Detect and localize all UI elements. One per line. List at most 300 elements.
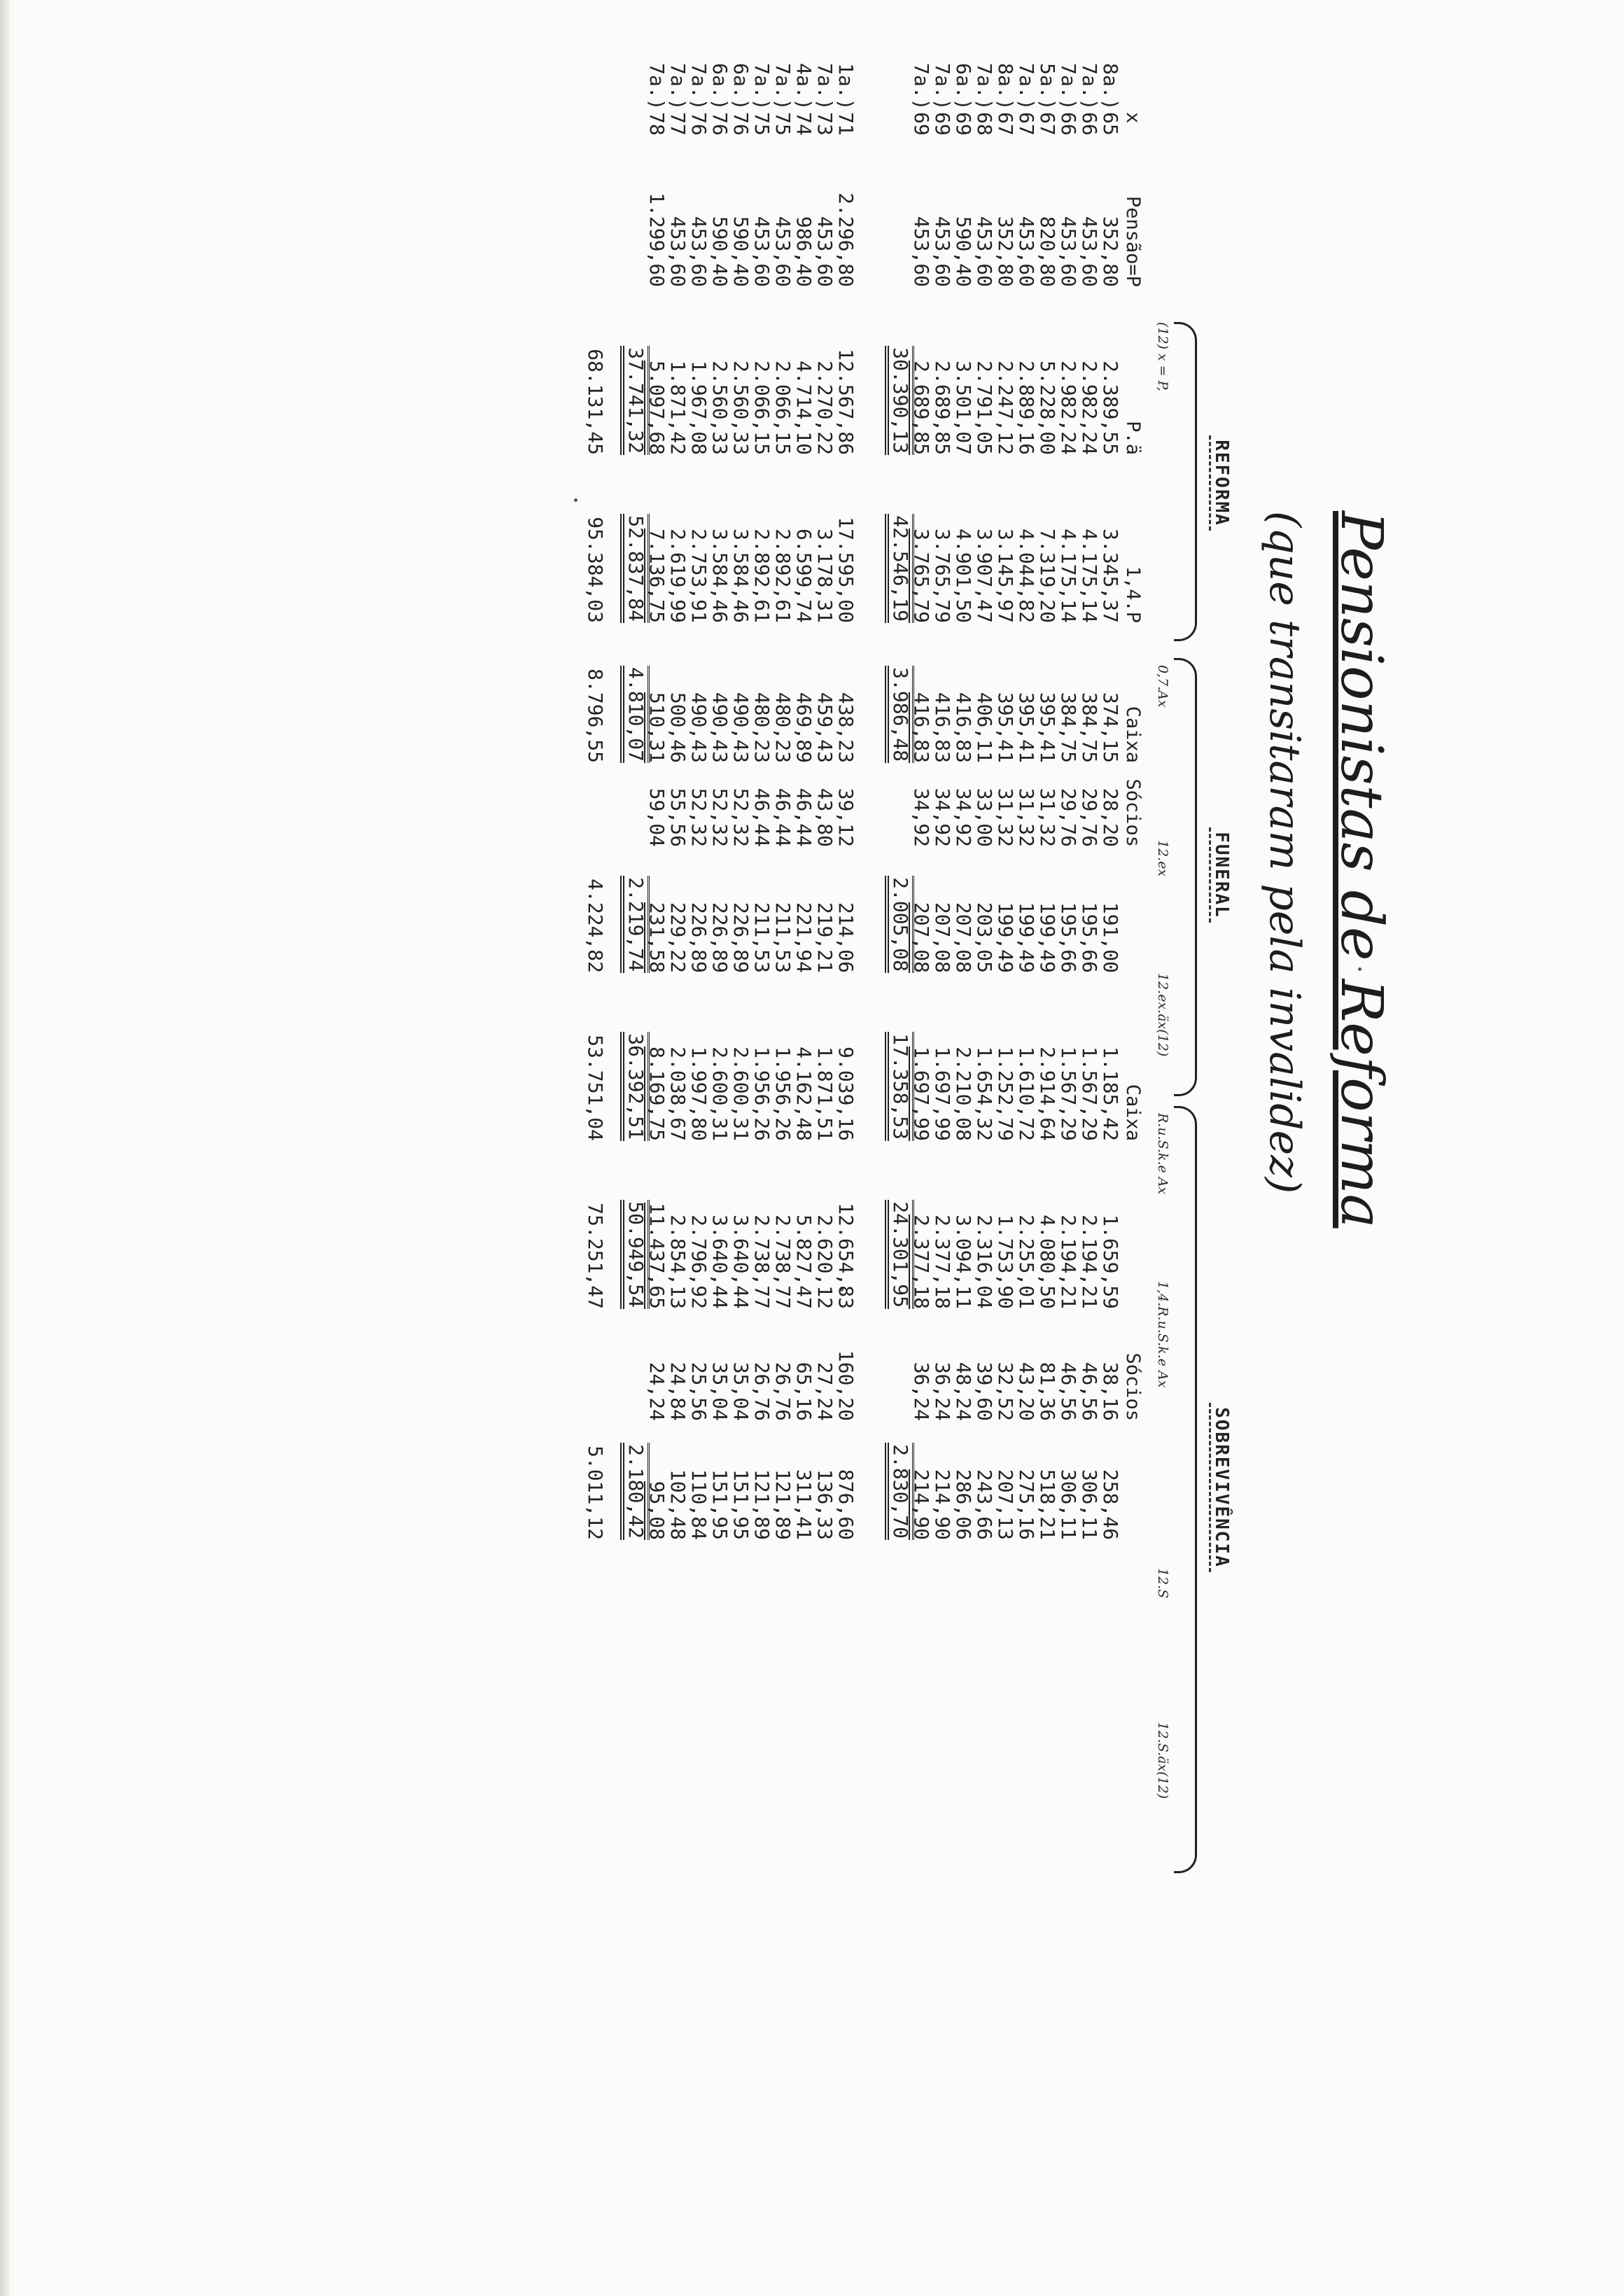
table-cell bbox=[814, 847, 835, 973]
table-cell bbox=[1100, 1309, 1121, 1421]
cell-pensao: 453,60 bbox=[666, 216, 690, 287]
cell-pensao: 453,60 bbox=[750, 216, 774, 287]
table-cell bbox=[1079, 154, 1100, 287]
table-cell bbox=[709, 1421, 730, 1540]
table-cell bbox=[995, 847, 1016, 973]
cell-fun-soc-a: 43,80 bbox=[813, 788, 836, 847]
table-row bbox=[932, 63, 953, 1540]
cell-ref-b: 3.145,97 bbox=[994, 528, 1017, 623]
table-cell bbox=[1037, 112, 1058, 154]
table-cell bbox=[1100, 154, 1121, 287]
table-cell bbox=[730, 112, 751, 154]
total-fun-soc-b: 2.219,74 bbox=[620, 876, 650, 973]
header-funeral-caixa: Caixa bbox=[1122, 706, 1144, 763]
cell-sob-soc-b: 151,95 bbox=[729, 1469, 752, 1540]
table-cell bbox=[584, 1421, 625, 1540]
formula-note: (12) x = P, bbox=[1155, 322, 1170, 391]
table-cell bbox=[932, 287, 953, 455]
table-cell bbox=[835, 63, 856, 112]
cell-sob-soc-b: 243,66 bbox=[973, 1469, 996, 1540]
total-sob-caixa-a: 36.392,51 bbox=[620, 1032, 650, 1141]
table-cell bbox=[667, 287, 688, 455]
table-cell bbox=[1100, 63, 1121, 112]
table-row bbox=[1100, 63, 1121, 1540]
cell-grp: 8a.) bbox=[1099, 63, 1122, 111]
table-cell bbox=[1016, 847, 1037, 973]
formula-note: 1,4.R.u.S.k.e Ax bbox=[1155, 1281, 1170, 1388]
table-cell bbox=[625, 973, 646, 1141]
cell-pensao: 453,60 bbox=[771, 216, 794, 287]
cell-fun-caixa: 416,83 bbox=[931, 692, 954, 763]
table-cell bbox=[667, 1309, 688, 1421]
cell-sob-caixa-b: 2.738,77 bbox=[750, 1214, 774, 1309]
table-cell bbox=[1016, 287, 1037, 455]
cell-fun-soc-a: 34,92 bbox=[952, 788, 975, 847]
table-cell bbox=[1079, 1421, 1100, 1540]
table-cell bbox=[709, 1141, 730, 1309]
table-cell bbox=[688, 763, 709, 847]
cell-grp: 7a.) bbox=[645, 63, 668, 111]
table-cell bbox=[974, 973, 995, 1141]
cell-fun-soc-a: 29,76 bbox=[1078, 788, 1101, 847]
section-brace bbox=[1174, 322, 1197, 641]
cell-ref-b: 7.136,75 bbox=[645, 528, 668, 623]
table-cell bbox=[793, 623, 814, 763]
formula-note: 12.S.äx(12) bbox=[1155, 1722, 1170, 1799]
cell-grp: 7a.) bbox=[910, 63, 933, 111]
table-cell bbox=[1016, 1141, 1037, 1309]
cell-fun-soc-b: 211,53 bbox=[750, 902, 774, 973]
cell-sob-caixa-b: 1.753,90 bbox=[994, 1214, 1017, 1309]
cell-pensao: 352,80 bbox=[994, 216, 1017, 287]
cell-ref-a: 2.982,24 bbox=[1057, 360, 1080, 455]
cell-x: 69 bbox=[952, 112, 975, 136]
cell-ref-a: 2.066,15 bbox=[771, 360, 794, 455]
cell-fun-soc-b: 199,49 bbox=[994, 902, 1017, 973]
table-cell bbox=[1037, 1309, 1058, 1421]
cell-sob-soc-b: 121,89 bbox=[771, 1469, 794, 1540]
total-ref-a: 68.131,45 bbox=[584, 349, 607, 455]
table-cell bbox=[688, 847, 709, 973]
cell-x: 69 bbox=[931, 112, 954, 136]
cell-ref-b: 7.319,20 bbox=[1036, 528, 1059, 623]
table-cell bbox=[814, 287, 835, 455]
table-cell bbox=[835, 763, 856, 847]
cell-ref-a: 2.270,22 bbox=[813, 360, 836, 455]
total-sob-caixa-b: 50.949,54 bbox=[620, 1200, 650, 1309]
table-cell bbox=[772, 763, 793, 847]
cell-ref-b: 2.619,99 bbox=[666, 528, 690, 623]
table-cell bbox=[730, 154, 751, 287]
table-cell bbox=[932, 623, 953, 763]
cell-ref-b: 4.901,50 bbox=[952, 528, 975, 623]
table-cell bbox=[625, 1421, 646, 1540]
table-cell bbox=[730, 63, 751, 112]
table-cell bbox=[688, 287, 709, 455]
table-cell bbox=[890, 1309, 911, 1421]
table-cell bbox=[688, 455, 709, 623]
cell-fun-caixa: 480,23 bbox=[750, 692, 774, 763]
table-cell bbox=[974, 112, 995, 154]
table-cell bbox=[974, 623, 995, 763]
cell-fun-caixa: 500,46 bbox=[666, 692, 690, 763]
table-cell bbox=[995, 455, 1016, 623]
cell-sob-soc-a: 27,24 bbox=[813, 1362, 836, 1421]
cell-sob-soc-b: 95,08 bbox=[645, 1480, 668, 1540]
table-cell bbox=[974, 847, 995, 973]
cell-sob-soc-a: 160,20 bbox=[834, 1350, 858, 1421]
cell-ref-b: 3.907,47 bbox=[973, 528, 996, 623]
table-cell bbox=[932, 1141, 953, 1309]
cell-sob-soc-b: 275,16 bbox=[1015, 1469, 1038, 1540]
total-ref-a: 37.741,32 bbox=[620, 346, 650, 455]
table-cell bbox=[688, 63, 709, 112]
header-reforma-b: 1,4.P bbox=[1122, 566, 1144, 623]
table-cell bbox=[1016, 763, 1037, 847]
table-cell bbox=[1058, 847, 1079, 973]
section-funeral: FUNERAL bbox=[1211, 651, 1232, 1099]
table-cell bbox=[772, 623, 793, 763]
table-cell bbox=[1058, 1141, 1079, 1309]
table-cell bbox=[793, 287, 814, 455]
table-cell bbox=[667, 623, 688, 763]
table-row bbox=[667, 63, 688, 1540]
cell-fun-soc-b: 219,21 bbox=[813, 902, 836, 973]
total-fun-soc-b: 2.005,08 bbox=[885, 876, 914, 973]
table-cell bbox=[1037, 973, 1058, 1141]
table-cell bbox=[751, 973, 772, 1141]
cell-ref-a: 2.689,85 bbox=[910, 360, 933, 455]
table-cell bbox=[584, 847, 625, 973]
table-cell bbox=[772, 287, 793, 455]
total-sob-caixa-b: 24.301,95 bbox=[885, 1200, 914, 1309]
cell-ref-a: 3.501,07 bbox=[952, 360, 975, 455]
cell-sob-soc-b: 258,46 bbox=[1099, 1469, 1122, 1540]
cell-sob-caixa-b: 5.827,47 bbox=[792, 1214, 816, 1309]
cell-sob-soc-b: 286,06 bbox=[952, 1469, 975, 1540]
cell-fun-caixa: 480,23 bbox=[771, 692, 794, 763]
table-cell bbox=[751, 287, 772, 455]
total-sob-caixa-a: 53.751,04 bbox=[584, 1035, 607, 1141]
cell-sob-soc-a: 36,24 bbox=[931, 1362, 954, 1421]
cell-sob-caixa-b: 1.659,59 bbox=[1099, 1214, 1122, 1309]
table-cell bbox=[974, 455, 995, 623]
cell-sob-caixa-b: 4.080,50 bbox=[1036, 1214, 1059, 1309]
section-reforma: REFORMA bbox=[1211, 315, 1232, 651]
cell-fun-soc-a: 29,76 bbox=[1057, 788, 1080, 847]
cell-fun-caixa: 395,41 bbox=[994, 692, 1017, 763]
table-cell bbox=[730, 287, 751, 455]
cell-grp: 5a.) bbox=[1036, 63, 1059, 111]
table-cell bbox=[751, 623, 772, 763]
table-cell bbox=[772, 973, 793, 1141]
table-cell bbox=[953, 623, 974, 763]
table-cell bbox=[667, 973, 688, 1141]
table-cell bbox=[667, 154, 688, 287]
table-cell bbox=[974, 1421, 995, 1540]
table-row bbox=[1037, 63, 1058, 1540]
table-cell bbox=[835, 973, 856, 1141]
table-cell bbox=[793, 455, 814, 623]
cell-fun-caixa: 459,43 bbox=[813, 692, 836, 763]
cell-fun-soc-b: 214,06 bbox=[834, 902, 858, 973]
cell-fun-caixa: 416,83 bbox=[910, 692, 933, 763]
table-cell bbox=[709, 763, 730, 847]
cell-ref-a: 2.560,33 bbox=[708, 360, 732, 455]
table-row bbox=[751, 63, 772, 1540]
cell-ref-a: 2.689,85 bbox=[931, 360, 954, 455]
cell-fun-soc-a: 46,44 bbox=[792, 788, 816, 847]
cell-sob-soc-a: 81,36 bbox=[1036, 1362, 1059, 1421]
rotated-sheet bbox=[336, 63, 1400, 2233]
cell-sob-soc-b: 214,90 bbox=[931, 1469, 954, 1540]
cell-sob-soc-b: 102,48 bbox=[666, 1469, 690, 1540]
table-cell bbox=[835, 287, 856, 455]
cell-sob-soc-a: 38,16 bbox=[1099, 1362, 1122, 1421]
table-cell bbox=[953, 763, 974, 847]
table-cell bbox=[932, 1309, 953, 1421]
table-cell bbox=[835, 1421, 856, 1540]
cell-grp: 6a.) bbox=[952, 63, 975, 111]
header-sobrev-socios: Sócios bbox=[1122, 1352, 1144, 1421]
cell-sob-caixa-b: 2.255,01 bbox=[1015, 1214, 1038, 1309]
table-cell bbox=[932, 1421, 953, 1540]
cell-fun-soc-a: 46,44 bbox=[750, 788, 774, 847]
cell-fun-soc-b: 221,94 bbox=[792, 902, 816, 973]
formula-note: R.u.S.k.e Ax bbox=[1155, 1113, 1170, 1195]
cell-sob-soc-a: 39,60 bbox=[973, 1362, 996, 1421]
table-cell bbox=[974, 63, 995, 112]
cell-grp: 7a.) bbox=[931, 63, 954, 111]
cell-sob-caixa-a: 8.169,75 bbox=[645, 1046, 668, 1141]
table-cell bbox=[890, 112, 911, 154]
cell-grp: 8a.) bbox=[994, 63, 1017, 111]
table-cell bbox=[1079, 112, 1100, 154]
cell-fun-caixa: 490,43 bbox=[708, 692, 732, 763]
table-cell bbox=[625, 112, 646, 154]
cell-grp: 6a.) bbox=[729, 63, 752, 111]
table-cell bbox=[1100, 623, 1121, 763]
cell-fun-soc-b: 207,08 bbox=[952, 902, 975, 973]
cell-fun-caixa: 490,43 bbox=[729, 692, 752, 763]
table-cell bbox=[1079, 455, 1100, 623]
cell-ref-b: 17.595,00 bbox=[834, 517, 858, 623]
total-sob-soc-b: 5.011,12 bbox=[584, 1446, 607, 1540]
cell-x: 76 bbox=[708, 112, 732, 136]
cell-x: 67 bbox=[1036, 112, 1059, 136]
table-cell bbox=[584, 1309, 625, 1421]
table-cell bbox=[1016, 63, 1037, 112]
cell-ref-a: 2.889,16 bbox=[1015, 360, 1038, 455]
cell-fun-caixa: 510,31 bbox=[645, 692, 668, 763]
subtotal-row bbox=[625, 63, 646, 1540]
total-fun-caixa: 8.796,55 bbox=[584, 668, 607, 763]
cell-ref-b: 4.175,14 bbox=[1078, 528, 1101, 623]
table-cell bbox=[995, 1309, 1016, 1421]
table-cell bbox=[584, 623, 625, 763]
cell-sob-caixa-b: 2.377,18 bbox=[931, 1214, 954, 1309]
table-cell bbox=[667, 455, 688, 623]
table-cell bbox=[709, 112, 730, 154]
table-cell bbox=[995, 1421, 1016, 1540]
table-cell bbox=[646, 763, 667, 847]
cell-x: 67 bbox=[994, 112, 1017, 136]
cell-pensao: 453,60 bbox=[687, 216, 710, 287]
table-cell bbox=[890, 847, 911, 973]
table-cell bbox=[974, 1141, 995, 1309]
table-cell bbox=[646, 154, 667, 287]
table-cell bbox=[911, 154, 932, 287]
table-cell bbox=[772, 1421, 793, 1540]
cell-sob-soc-b: 306,11 bbox=[1078, 1469, 1101, 1540]
cell-grp: 7a.) bbox=[973, 63, 996, 111]
table-cell bbox=[1016, 1421, 1037, 1540]
table-cell bbox=[751, 63, 772, 112]
table-row bbox=[835, 63, 856, 1540]
table-cell bbox=[730, 455, 751, 623]
table-cell bbox=[1037, 287, 1058, 455]
table-row bbox=[1058, 63, 1079, 1540]
table-cell bbox=[772, 847, 793, 973]
table-cell bbox=[953, 455, 974, 623]
cell-ref-a: 12.567,86 bbox=[834, 349, 858, 455]
table-cell bbox=[751, 1141, 772, 1309]
cell-ref-a: 2.982,24 bbox=[1078, 360, 1101, 455]
table-cell bbox=[709, 973, 730, 1141]
table-cell bbox=[1100, 847, 1121, 973]
cell-sob-soc-a: 46,56 bbox=[1057, 1362, 1080, 1421]
cell-fun-soc-b: 226,89 bbox=[687, 902, 710, 973]
table-cell bbox=[953, 63, 974, 112]
table-cell bbox=[584, 1141, 625, 1309]
cell-fun-soc-b: 226,89 bbox=[708, 902, 732, 973]
table-cell bbox=[814, 1309, 835, 1421]
table-cell bbox=[709, 154, 730, 287]
table-cell bbox=[953, 154, 974, 287]
table-cell bbox=[890, 63, 911, 112]
table-cell bbox=[584, 154, 625, 287]
table-cell bbox=[751, 847, 772, 973]
header-sobrev-caixa: Caixa bbox=[1122, 1084, 1144, 1141]
table-cell bbox=[667, 1141, 688, 1309]
cell-sob-soc-a: 24,84 bbox=[666, 1362, 690, 1421]
table-cell bbox=[814, 763, 835, 847]
table-cell bbox=[953, 287, 974, 455]
table-cell bbox=[932, 973, 953, 1141]
grand-total-row bbox=[584, 63, 625, 1540]
total-ref-b: 42.546,19 bbox=[885, 514, 914, 623]
cell-pensao: 2.296,80 bbox=[834, 192, 858, 287]
cell-pensao: 453,60 bbox=[1078, 216, 1101, 287]
table-cell bbox=[890, 763, 911, 847]
table-cell bbox=[584, 287, 625, 455]
cell-x: 65 bbox=[1099, 112, 1122, 136]
table-row bbox=[709, 63, 730, 1540]
cell-pensao: 453,60 bbox=[973, 216, 996, 287]
cell-sob-caixa-a: 9.039,16 bbox=[834, 1046, 858, 1141]
cell-grp: 1a.) bbox=[834, 63, 858, 111]
table-cell bbox=[625, 287, 646, 455]
table-cell bbox=[953, 1141, 974, 1309]
table-cell bbox=[814, 112, 835, 154]
table-cell bbox=[835, 154, 856, 287]
cell-sob-caixa-a: 2.210,08 bbox=[952, 1046, 975, 1141]
table-cell bbox=[1037, 154, 1058, 287]
cell-grp: 7a.) bbox=[1057, 63, 1080, 111]
cell-ref-b: 3.178,31 bbox=[813, 528, 836, 623]
cell-x: 75 bbox=[771, 112, 794, 136]
cell-x: 75 bbox=[750, 112, 774, 136]
table-cell bbox=[995, 63, 1016, 112]
cell-fun-soc-b: 226,89 bbox=[729, 902, 752, 973]
table-cell bbox=[1079, 763, 1100, 847]
table-cell bbox=[584, 973, 625, 1141]
cell-pensao: 986,40 bbox=[792, 216, 816, 287]
cell-sob-caixa-a: 1.567,29 bbox=[1078, 1046, 1101, 1141]
formula-note: 12.ex.äx(12) bbox=[1155, 973, 1170, 1057]
section-sobrevivencia: SOBREVIVÊNCIA bbox=[1211, 1099, 1232, 1876]
table-cell bbox=[1037, 847, 1058, 973]
table-cell bbox=[932, 112, 953, 154]
cell-ref-b: 2.892,61 bbox=[750, 528, 774, 623]
cell-sob-soc-a: 32,52 bbox=[994, 1362, 1017, 1421]
table-cell bbox=[835, 847, 856, 973]
table-cell bbox=[995, 112, 1016, 154]
table-cell bbox=[625, 154, 646, 287]
cell-sob-caixa-a: 1.567,29 bbox=[1057, 1046, 1080, 1141]
table-row bbox=[911, 63, 932, 1540]
table-cell bbox=[995, 154, 1016, 287]
total-fun-caixa: 4.810,07 bbox=[620, 666, 650, 763]
table-row bbox=[730, 63, 751, 1540]
cell-fun-caixa: 395,41 bbox=[1036, 692, 1059, 763]
table-cell bbox=[751, 455, 772, 623]
total-sob-soc-b: 2.830,70 bbox=[885, 1443, 914, 1540]
cell-sob-caixa-b: 11.437,65 bbox=[645, 1203, 668, 1309]
table-cell bbox=[730, 1421, 751, 1540]
table-cell bbox=[835, 1141, 856, 1309]
header-x: x bbox=[1122, 112, 1144, 124]
table-cell bbox=[932, 63, 953, 112]
cell-ref-a: 4.714,10 bbox=[792, 360, 816, 455]
cell-sob-soc-a: 46,56 bbox=[1078, 1362, 1101, 1421]
table-cell bbox=[890, 154, 911, 287]
table-cell bbox=[835, 623, 856, 763]
table-cell bbox=[995, 623, 1016, 763]
cell-sob-caixa-b: 2.854,13 bbox=[666, 1214, 690, 1309]
cell-pensao: 453,60 bbox=[1057, 216, 1080, 287]
cell-sob-soc-a: 65,16 bbox=[792, 1362, 816, 1421]
cell-fun-soc-b: 199,49 bbox=[1015, 902, 1038, 973]
table-cell bbox=[974, 154, 995, 287]
table-cell bbox=[793, 63, 814, 112]
cell-sob-caixa-a: 1.252,79 bbox=[994, 1046, 1017, 1141]
header-reforma-a: P.ä bbox=[1122, 421, 1144, 455]
total-ref-a: 30.390,13 bbox=[885, 346, 914, 455]
cell-ref-b: 6.599,74 bbox=[792, 528, 816, 623]
table-cell bbox=[730, 763, 751, 847]
table-cell bbox=[911, 63, 932, 112]
cell-sob-caixa-b: 2.620,12 bbox=[813, 1214, 836, 1309]
cell-fun-soc-b: 211,53 bbox=[771, 902, 794, 973]
table-cell bbox=[932, 763, 953, 847]
cell-sob-soc-b: 207,13 bbox=[994, 1469, 1017, 1540]
table-cell bbox=[793, 847, 814, 973]
cell-fun-soc-a: 46,44 bbox=[771, 788, 794, 847]
cell-fun-soc-a: 52,32 bbox=[729, 788, 752, 847]
cell-x: 66 bbox=[1057, 112, 1080, 136]
table-cell bbox=[1100, 455, 1121, 623]
